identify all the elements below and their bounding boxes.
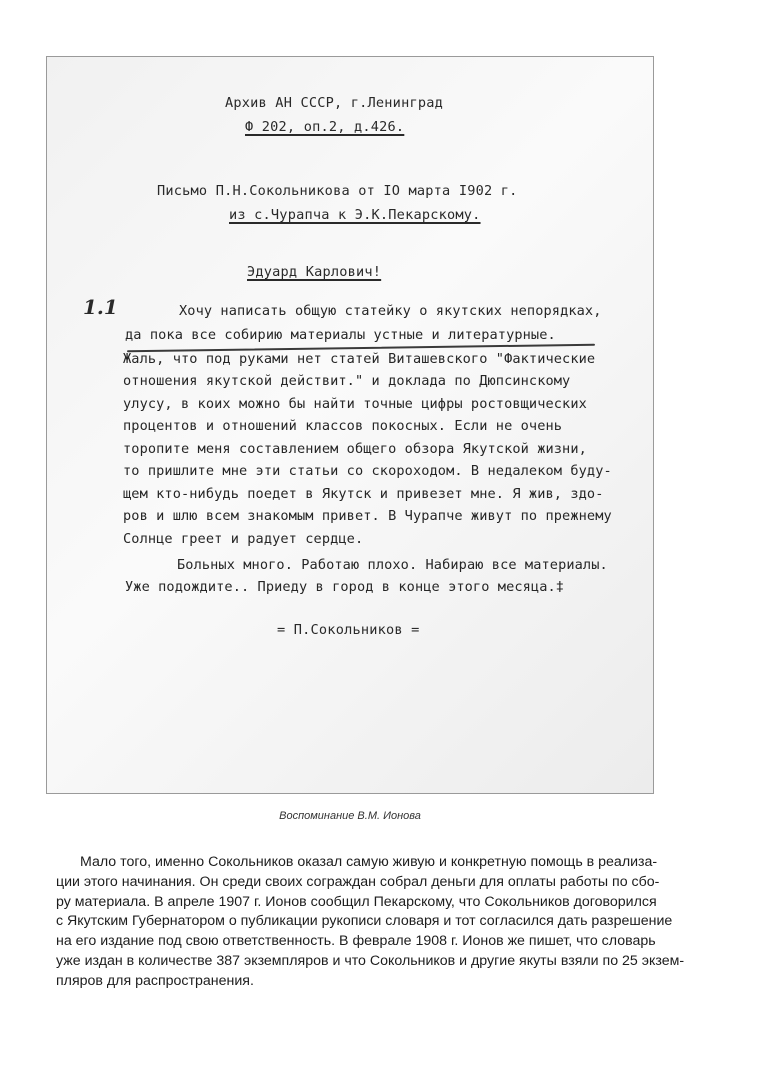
- archival-document-photo: [46, 56, 654, 794]
- letter-line: Уже подождите.. Приеду в город в конце этого месяца.‡: [125, 579, 565, 595]
- letter-title-line-1: Письмо П.Н.Сокольникова от IO марта I902 г.: [157, 183, 518, 199]
- paragraph-line: ции этого начинания. Он среди своих сограждан собрал деньги для оплаты работы по сбо-: [56, 873, 660, 890]
- paragraph-line: уже издан в количестве 387 экземпляров и что Сокольников и другие якуты взяли по 25 экзем-: [56, 952, 685, 969]
- letter-line: улусу, в коих можно бы найти точные цифры ростовщических: [123, 396, 587, 412]
- archive-line-2: Ф 202, оп.2, д.426.: [245, 119, 405, 135]
- letter-line: Больных много. Работаю плохо. Набираю все материалы.: [177, 557, 608, 573]
- paragraph-line: Мало того, именно Сокольников оказал самую живую и конкретную помощь в реализа-: [80, 854, 658, 870]
- archive-line-1: Архив АН СССР, г.Ленинград: [225, 95, 443, 111]
- letter-line: процентов и отношений классов покосных. Если не очень: [123, 418, 563, 434]
- letter-line: торопите меня составлением общего обзора Якутской жизни,: [123, 441, 587, 457]
- letter-title-line-2: из с.Чурапча к Э.К.Пекарскому.: [229, 207, 481, 223]
- letter-line: отношения якутской действит." и доклада по Дюпсинскому: [123, 373, 571, 389]
- letter-line: щем кто-нибудь поедет в Якутск и привезет мне. Я жив, здо-: [123, 486, 604, 502]
- paragraph-line: с Якутским Губернатором о публикации рукописи словаря и тот согласился дать разрешение: [56, 913, 673, 930]
- paragraph-line: пляров для распространения.: [56, 972, 254, 989]
- letter-line: да пока все собирию материалы устные и литературные.: [125, 327, 556, 343]
- signature: = П.Сокольников =: [277, 622, 420, 638]
- letter-line: ров и шлю всем знакомым привет. В Чурапче живут по прежнему: [123, 508, 612, 524]
- handwritten-margin-note: 1.1: [83, 295, 118, 319]
- letter-line: Солнце греет и радует сердце.: [123, 531, 364, 547]
- body-paragraph: [56, 853, 712, 992]
- paragraph-line: ру материала. В апреле 1907 г. Ионов сообщил Пекарскому, что Сокольников договорился: [56, 893, 657, 910]
- letter-line: Жаль, что под руками нет статей Виташевского "Фактические: [123, 351, 596, 367]
- figure-caption: Воспоминание В.М. Ионова: [279, 810, 421, 822]
- salutation: Эдуард Карлович!: [247, 264, 382, 280]
- paragraph-line: на его издание под свою ответственность. В феврале 1908 г. Ионов же пишет, что словарь: [56, 933, 656, 950]
- letter-line: Хочу написать общую статейку о якутских непорядках,: [179, 303, 602, 319]
- letter-line: то пришлите мне эти статьи со скороходом. В недалеком буду-: [123, 463, 612, 479]
